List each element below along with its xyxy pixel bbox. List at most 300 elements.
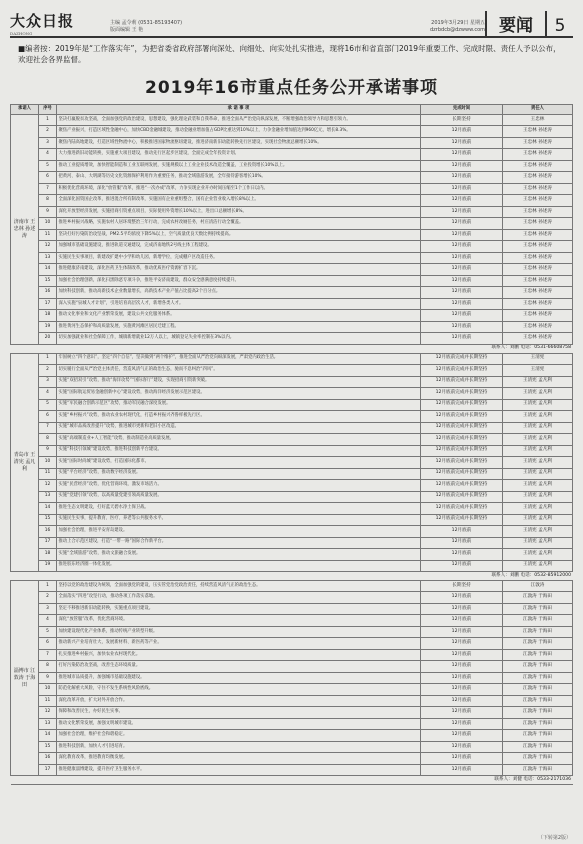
table-row xyxy=(11,310,573,322)
owner-cell: 江敦涛 于海田 xyxy=(503,718,573,730)
committer-cell: 淄博市 江敦涛 于海田 xyxy=(11,580,39,776)
content-cell: 加快建设现代化产业体系，推动传统产业转型升级。 xyxy=(57,626,421,638)
table-row xyxy=(11,172,573,184)
time-cell: 12月底前 xyxy=(421,638,503,650)
time-cell: 12月底前 xyxy=(421,649,503,661)
content-cell: 牢固树立“四个意识”，坚定“四个自信”，坚决做到“两个维护”，推进全面从严治党向纵深发展，严肃党内政治生活。 xyxy=(57,353,421,365)
contact-info: 联系人：刘健 电话：0533-2171036 xyxy=(11,776,573,785)
table-row xyxy=(11,468,573,480)
table-row xyxy=(11,399,573,411)
time-cell: 12月底前 xyxy=(421,707,503,719)
owner-cell: 王清宪 xyxy=(503,365,573,377)
row-number-cell: 4 xyxy=(39,615,57,627)
time-cell: 长期坚持 xyxy=(421,114,503,126)
owner-cell: 王忠林 孙述涛 xyxy=(503,275,573,287)
row-number-cell: 11 xyxy=(39,468,57,480)
table-row xyxy=(11,503,573,515)
logo-subtext: DAZHONG xyxy=(10,31,33,36)
row-number-cell: 16 xyxy=(39,753,57,765)
owner-cell: 王清宪 孟凡利 xyxy=(503,503,573,515)
content-cell: 实施“平台经济”攻势，推动数字经济发展。 xyxy=(57,468,421,480)
row-number-cell: 13 xyxy=(39,252,57,264)
time-cell: 12月底前 xyxy=(421,149,503,161)
content-cell: 打好污染防治攻坚战，改善生态环境质量。 xyxy=(57,661,421,673)
time-cell: 12月底前 xyxy=(421,195,503,207)
content-cell: 坚决打好污染防治攻坚战，PM2.5平均浓度下降5%以上，空气质量优良天数比例持续提高。 xyxy=(57,229,421,241)
content-cell: 深化教育改革，推进教育均衡发展。 xyxy=(57,753,421,765)
content-cell: 防范化解重大风险，守住不发生系统性风险底线。 xyxy=(57,684,421,696)
row-number-cell: 2 xyxy=(39,126,57,138)
page-number: 5 xyxy=(554,16,566,36)
owner-cell: 王忠林 孙述涛 xyxy=(503,333,573,345)
owner-cell: 王忠林 孙述涛 xyxy=(503,310,573,322)
table-row xyxy=(11,764,573,776)
content-cell: 切实加强就业和社会保障工作，城镇新增就业12万人以上，城镇登记失业率控制在3%以内。 xyxy=(57,333,421,345)
time-cell: 12月底前完成并长期坚持 xyxy=(421,468,503,480)
row-number-cell: 5 xyxy=(39,160,57,172)
content-cell: 推进健康淄博建设，提升医疗卫生服务水平。 xyxy=(57,764,421,776)
row-number-cell: 14 xyxy=(39,730,57,742)
content-cell: 实施民生实事，提升教育、医疗、养老等公共服务水平。 xyxy=(57,514,421,526)
table-row xyxy=(11,514,573,526)
content-cell: 实施“乡村振兴”攻势，推动农业农村现代化，打造乡村振兴齐鲁样板先行区。 xyxy=(57,411,421,423)
time-cell: 12月底前 xyxy=(421,298,503,310)
row-number-cell: 16 xyxy=(39,287,57,299)
table-row xyxy=(11,241,573,253)
table-row xyxy=(11,434,573,446)
content-cell: 推进科技创新，加快人才引进培育。 xyxy=(57,741,421,753)
table-row xyxy=(11,730,573,742)
editor-info: 主编 孟令莉 (0531-85193407) xyxy=(110,20,183,26)
table-row xyxy=(11,376,573,388)
header-number: 序号 xyxy=(39,105,57,115)
row-number-cell: 4 xyxy=(39,149,57,161)
time-cell: 12月底前完成并长期坚持 xyxy=(421,514,503,526)
table-row xyxy=(11,264,573,276)
table-row xyxy=(11,333,573,345)
content-cell: 加强社会治理创新，深化扫黑除恶专项斗争，推进平安济南建设，群众安全感满意度持续提升。 xyxy=(57,275,421,287)
content-cell: 扎实推进乡村振兴，加快农业农村现代化。 xyxy=(57,649,421,661)
time-cell: 12月底前 xyxy=(421,730,503,742)
row-number-cell: 17 xyxy=(39,537,57,549)
owner-cell: 王忠林 孙述涛 xyxy=(503,137,573,149)
row-number-cell: 19 xyxy=(39,560,57,572)
content-cell: 加强社会治理，维护社会和谐稳定。 xyxy=(57,730,421,742)
table-row xyxy=(11,638,573,650)
time-cell: 12月底前 xyxy=(421,537,503,549)
masthead xyxy=(10,6,573,38)
time-cell: 12月底前 xyxy=(421,526,503,538)
time-cell: 12月底前 xyxy=(421,241,503,253)
row-number-cell: 3 xyxy=(39,603,57,615)
content-cell: 推进城市品质提升，加强城市基础设施建设。 xyxy=(57,672,421,684)
row-number-cell: 1 xyxy=(39,353,57,365)
content-cell: 实施“国际时尚城”建设攻势，打造国际化都市。 xyxy=(57,457,421,469)
row-number-cell: 2 xyxy=(39,592,57,604)
table-row xyxy=(11,537,573,549)
time-cell: 12月底前完成并长期坚持 xyxy=(421,399,503,411)
content-cell: 实施“城市品质改善提升”攻势，推进城市更新和老旧小区改造。 xyxy=(57,422,421,434)
content-cell: 聚焦产业振兴，打造区域性金融中心，加快CBD金融城建设，推动金融业增加值占GDP比重达到10%以上，力争金融业增加值达到960亿元，增长8.3%。 xyxy=(57,126,421,138)
time-cell: 12月底前 xyxy=(421,718,503,730)
time-cell: 12月底前 xyxy=(421,183,503,195)
header-owner: 责任人 xyxy=(503,105,573,115)
time-cell: 12月底前完成并长期坚持 xyxy=(421,411,503,423)
row-number-cell: 6 xyxy=(39,638,57,650)
time-cell: 12月底前 xyxy=(421,753,503,765)
owner-cell: 王清宪 孟凡利 xyxy=(503,457,573,469)
owner-cell: 江敦涛 于海田 xyxy=(503,615,573,627)
owner-cell: 王清宪 孟凡利 xyxy=(503,468,573,480)
owner-cell: 江敦涛 xyxy=(503,580,573,592)
time-cell: 12月底前 xyxy=(421,333,503,345)
editor-note: ■编者按：2019年是“工作落实年”，为把省委省政府部署向深处、向细处、向实处扎实推进，现将16市和省直部门2019年重要工作、完成时限、责任人予以公布，欢迎社会各界监督。 xyxy=(18,44,561,64)
table-row xyxy=(11,149,573,161)
time-cell: 12月底前 xyxy=(421,252,503,264)
owner-cell: 王忠林 孙述涛 xyxy=(503,195,573,207)
table-row xyxy=(11,457,573,469)
time-cell: 12月底前 xyxy=(421,172,503,184)
owner-cell: 王忠林 孙述涛 xyxy=(503,264,573,276)
owner-cell: 王忠林 xyxy=(503,114,573,126)
row-number-cell: 13 xyxy=(39,491,57,503)
content-cell: 实施“军民融合创新示范区”攻势，推动军民融合深度发展。 xyxy=(57,399,421,411)
row-number-cell: 19 xyxy=(39,321,57,333)
content-cell: 实施民生实事项目，新建改扩建中小学和幼儿园，新增学位，完成棚户区改造任务。 xyxy=(57,252,421,264)
content-cell: 加快科技创新，推动高新技术企业数量增长，高新技术产业产值占比提高2个百分点。 xyxy=(57,287,421,299)
owner-cell: 王清宪 孟凡利 xyxy=(503,411,573,423)
table-row xyxy=(11,626,573,638)
time-cell: 12月底前 xyxy=(421,615,503,627)
owner-cell: 江敦涛 于海田 xyxy=(503,649,573,661)
row-number-cell: 16 xyxy=(39,526,57,538)
content-cell: 大力推进新旧动能转换，实施重大项目建设，推动先行区起步区建设，全面完成全年投资计划。 xyxy=(57,149,421,161)
table-row xyxy=(11,126,573,138)
content-cell: 推动工业提质增效，加快智能制造和工业互联网发展，实施规模以上工业企业技术改造全覆盖，工业投资增长10%以上。 xyxy=(57,160,421,172)
table-row xyxy=(11,137,573,149)
row-number-cell: 13 xyxy=(39,718,57,730)
owner-cell: 王忠林 孙述涛 xyxy=(503,229,573,241)
table-row xyxy=(11,560,573,572)
owner-cell: 江敦涛 于海田 xyxy=(503,684,573,696)
table-row xyxy=(11,218,573,230)
row-number-cell: 14 xyxy=(39,264,57,276)
table-row xyxy=(11,672,573,684)
owner-cell: 王清宪 孟凡利 xyxy=(503,399,573,411)
owner-cell: 江敦涛 于海田 xyxy=(503,672,573,684)
table-row xyxy=(11,445,573,457)
time-cell: 长期坚持 xyxy=(421,580,503,592)
page-title: 2019年16市重点任务公开承诺事项 xyxy=(145,78,438,98)
owner-cell: 江敦涛 于海田 xyxy=(503,741,573,753)
owner-cell: 江敦涛 于海田 xyxy=(503,695,573,707)
owner-cell: 王清宪 孟凡利 xyxy=(503,480,573,492)
table-row xyxy=(11,160,573,172)
row-number-cell: 3 xyxy=(39,376,57,388)
contact-email: dzrbdcb@dzwww.com xyxy=(430,27,485,33)
table-row xyxy=(11,411,573,423)
time-cell: 12月底前 xyxy=(421,206,503,218)
table-row xyxy=(11,206,573,218)
content-cell: 聚焦内陆高地建设，打造区域性物流中心，积极推进国家物流枢纽建设，推进济南新旧动能转换先行区建设，实现社会物流总额增长10%。 xyxy=(57,137,421,149)
row-number-cell: 15 xyxy=(39,275,57,287)
content-cell: 实施“科技引领城”建设攻势，推进科技创新平台建设。 xyxy=(57,445,421,457)
owner-cell: 江敦涛 于海田 xyxy=(503,603,573,615)
committer-cell: 济南市 王忠林 孙述涛 xyxy=(11,114,39,344)
row-number-cell: 15 xyxy=(39,514,57,526)
table-header-row xyxy=(11,105,573,115)
row-number-cell: 5 xyxy=(39,626,57,638)
time-cell: 12月底前 xyxy=(421,287,503,299)
row-number-cell: 9 xyxy=(39,672,57,684)
time-cell: 12月底前 xyxy=(421,229,503,241)
row-number-cell: 8 xyxy=(39,195,57,207)
owner-cell: 王忠林 孙述涛 xyxy=(503,183,573,195)
table-row xyxy=(11,741,573,753)
owner-cell: 王忠林 孙述涛 xyxy=(503,149,573,161)
content-cell: 推动文化繁荣发展，加强文明城市建设。 xyxy=(57,718,421,730)
table-row xyxy=(11,592,573,604)
table-row xyxy=(11,526,573,538)
table-row xyxy=(11,353,573,365)
owner-cell: 江敦涛 于海田 xyxy=(503,764,573,776)
time-cell: 12月底前 xyxy=(421,560,503,572)
content-cell: 加强城市基础设施建设，推进轨道交通建设，完成济南地铁2号线主体工程建设。 xyxy=(57,241,421,253)
row-number-cell: 12 xyxy=(39,707,57,719)
content-cell: 推进胶东经济圈一体化发展。 xyxy=(57,560,421,572)
contact-row xyxy=(11,344,573,353)
content-cell: 加强社会治理，推进平安青岛建设。 xyxy=(57,526,421,538)
content-cell: 深化开放型经济发展，实施招商引资重点项目，实际使用外资增长10%以上，进出口总额增长8%。 xyxy=(57,206,421,218)
table-row xyxy=(11,649,573,661)
table-body xyxy=(11,114,573,784)
owner-cell: 江敦涛 于海田 xyxy=(503,707,573,719)
time-cell: 12月底前 xyxy=(421,626,503,638)
row-number-cell: 8 xyxy=(39,434,57,446)
time-cell: 12月底前 xyxy=(421,137,503,149)
time-cell: 12月底前 xyxy=(421,218,503,230)
time-cell: 12月底前完成并长期坚持 xyxy=(421,422,503,434)
content-cell: 推动文化事业和文化产业繁荣发展，建设公共文化服务体系。 xyxy=(57,310,421,322)
owner-cell: 江敦涛 于海田 xyxy=(503,592,573,604)
content-cell: 推进生态文明建设，打好蓝天碧水净土保卫战。 xyxy=(57,503,421,515)
newspaper-logo xyxy=(10,10,110,36)
table-row xyxy=(11,718,573,730)
time-cell: 12月底前 xyxy=(421,603,503,615)
owner-cell: 王忠林 孙述涛 xyxy=(503,298,573,310)
content-cell: 把黄河、泰山、大明湖等历史文化资源保护利用作为重要任务，推动全域旅游发展，全年接待游客增长10%。 xyxy=(57,172,421,184)
content-cell: 全面深化国资国企改革，推进混合所有制改革，实施国有企业重组整合，国有企业营业收入增长8%以上。 xyxy=(57,195,421,207)
contact-row xyxy=(11,572,573,581)
row-number-cell: 2 xyxy=(39,365,57,377)
table-row xyxy=(11,707,573,719)
time-cell: 12月底前完成并长期坚持 xyxy=(421,445,503,457)
row-number-cell: 20 xyxy=(39,333,57,345)
time-cell: 12月底前 xyxy=(421,549,503,561)
table-row xyxy=(11,695,573,707)
owner-cell: 王清宪 孟凡利 xyxy=(503,388,573,400)
time-cell: 12月底前 xyxy=(421,264,503,276)
time-cell: 12月底前 xyxy=(421,695,503,707)
time-cell: 12月底前 xyxy=(421,672,503,684)
table-row xyxy=(11,298,573,310)
committer-cell: 青岛市 王清宪 孟凡利 xyxy=(11,353,39,572)
content-cell: 积极优化营商环境，深化“放管服”改革，推进“一次办成”改革，力争实现企业开办时间压缩至1个工作日以内。 xyxy=(57,183,421,195)
owner-cell: 王忠林 孙述涛 xyxy=(503,287,573,299)
table-row xyxy=(11,183,573,195)
time-cell: 12月底前完成并长期坚持 xyxy=(421,376,503,388)
commitments-table xyxy=(10,104,573,785)
time-cell: 12月底前 xyxy=(421,764,503,776)
time-cell: 12月底前 xyxy=(421,661,503,673)
contact-info: 联系人：刘鹏 电话：0532-85912000 xyxy=(11,572,573,581)
table-row xyxy=(11,661,573,673)
logo-text: 大众日报 xyxy=(10,12,75,30)
time-cell: 12月底前 xyxy=(421,741,503,753)
content-cell: 推进乡村振兴战略，实施农村人居环境整治三年行动，完成农村改厕任务，村庄清洁行动全覆盖。 xyxy=(57,218,421,230)
row-number-cell: 1 xyxy=(39,580,57,592)
table-row xyxy=(11,422,573,434)
time-cell: 12月底前 xyxy=(421,684,503,696)
table-row xyxy=(11,114,573,126)
owner-cell: 江敦涛 于海田 xyxy=(503,753,573,765)
time-cell: 12月底前 xyxy=(421,321,503,333)
time-cell: 12月底前完成并长期坚持 xyxy=(421,434,503,446)
table-row xyxy=(11,753,573,765)
owner-cell: 王忠林 孙述涛 xyxy=(503,218,573,230)
content-cell: 推动上合示范区建设，打造“一带一路”国际合作新平台。 xyxy=(57,537,421,549)
row-number-cell: 4 xyxy=(39,388,57,400)
owner-cell: 江敦涛 于海田 xyxy=(503,730,573,742)
row-number-cell: 18 xyxy=(39,310,57,322)
owner-cell: 王忠林 孙述涛 xyxy=(503,252,573,264)
row-number-cell: 10 xyxy=(39,457,57,469)
time-cell: 12月底前 xyxy=(421,310,503,322)
table-row xyxy=(11,195,573,207)
owner-cell: 江敦涛 于海田 xyxy=(503,626,573,638)
time-cell: 12月底前 xyxy=(421,126,503,138)
time-cell: 12月底前 xyxy=(421,592,503,604)
content-cell: 深化改革开放，扩大对外开放合作。 xyxy=(57,695,421,707)
owner-cell: 王清宪 孟凡利 xyxy=(503,514,573,526)
row-number-cell: 8 xyxy=(39,661,57,673)
row-number-cell: 10 xyxy=(39,684,57,696)
row-number-cell: 17 xyxy=(39,764,57,776)
row-number-cell: 7 xyxy=(39,183,57,195)
owner-cell: 江敦涛 于海田 xyxy=(503,661,573,673)
section-name: 要闻 xyxy=(485,11,547,36)
owner-cell: 王清宪 孟凡利 xyxy=(503,491,573,503)
header-committer: 承诺人 xyxy=(11,105,39,115)
row-number-cell: 6 xyxy=(39,172,57,184)
table-row xyxy=(11,229,573,241)
content-cell: 推进健康济南建设，深化医药卫生体制改革，推动优质医疗资源扩容下沉。 xyxy=(57,264,421,276)
time-cell: 12月底前完成并长期坚持 xyxy=(421,503,503,515)
content-cell: 推动新兴产业培育壮大，发展新材料、新医药等产业。 xyxy=(57,638,421,650)
issue-date: 2019年3月29日 星期五 xyxy=(431,20,485,26)
row-number-cell: 1 xyxy=(39,114,57,126)
content-cell: 保障和改善民生，办好民生实事。 xyxy=(57,707,421,719)
content-cell: 实施“高端制造业+人工智能”攻势，推动制造业高质量发展。 xyxy=(57,434,421,446)
time-cell: 12月底前完成并长期坚持 xyxy=(421,480,503,492)
owner-cell: 王忠林 孙述涛 xyxy=(503,160,573,172)
row-number-cell: 14 xyxy=(39,503,57,515)
row-number-cell: 7 xyxy=(39,649,57,661)
table-row xyxy=(11,287,573,299)
masthead-info xyxy=(110,20,485,36)
contact-info: 联系人：刘鹏 电话：0531-66608758 xyxy=(11,344,573,353)
table-row xyxy=(11,321,573,333)
owner-cell: 王清宪 孟凡利 xyxy=(503,537,573,549)
row-number-cell: 9 xyxy=(39,206,57,218)
table-row xyxy=(11,252,573,264)
owner-cell: 王清宪 孟凡利 xyxy=(503,560,573,572)
time-cell: 12月底前 xyxy=(421,275,503,287)
table-row xyxy=(11,603,573,615)
row-number-cell: 11 xyxy=(39,229,57,241)
table-row xyxy=(11,480,573,492)
row-number-cell: 11 xyxy=(39,695,57,707)
owner-cell: 王忠林 孙述涛 xyxy=(503,206,573,218)
table-row xyxy=(11,684,573,696)
table-row xyxy=(11,615,573,627)
table-row xyxy=(11,549,573,561)
content-cell: 实施“民营经济”攻势，优化营商环境，激发市场活力。 xyxy=(57,480,421,492)
row-number-cell: 17 xyxy=(39,298,57,310)
owner-cell: 王清宪 孟凡利 xyxy=(503,445,573,457)
row-number-cell: 3 xyxy=(39,137,57,149)
content-cell: 坚决打赢脱贫攻坚战，全面加强党的政治建设、思想建设，强化理论武装和自我革命，推进全面从严治党向纵深发展，不断增强政治领导力和思想引领力。 xyxy=(57,114,421,126)
row-number-cell: 12 xyxy=(39,241,57,253)
row-number-cell: 10 xyxy=(39,218,57,230)
owner-cell: 江敦涛 于海田 xyxy=(503,638,573,650)
table-row xyxy=(11,388,573,400)
owner-cell: 王清宪 xyxy=(503,353,573,365)
owner-cell: 王忠林 孙述涛 xyxy=(503,321,573,333)
table-row xyxy=(11,365,573,377)
row-number-cell: 18 xyxy=(39,549,57,561)
row-number-cell: 7 xyxy=(39,422,57,434)
content-cell: 实施“国际航运贸易金融创新中心”建设攻势，推动海洋经济发展示范区建设。 xyxy=(57,388,421,400)
row-number-cell: 15 xyxy=(39,741,57,753)
row-number-cell: 12 xyxy=(39,480,57,492)
content-cell: 坚持以党的政治建设为统领，全面加强党的建设，压实管党治党政治责任，持续营造风清气正的政治生态。 xyxy=(57,580,421,592)
time-cell: 12月底前完成并长期坚持 xyxy=(421,353,503,365)
header-time: 完成时间 xyxy=(421,105,503,115)
owner-cell: 王清宪 孟凡利 xyxy=(503,434,573,446)
owner-cell: 王清宪 孟凡利 xyxy=(503,422,573,434)
content-cell: 全面落实“四进”攻坚行动，推动各项工作落实落地。 xyxy=(57,592,421,604)
row-number-cell: 9 xyxy=(39,445,57,457)
content-cell: 切实履行全面从严治党主体责任，营造风清气正的政治生态，驰而不息纠治“四风”。 xyxy=(57,365,421,377)
owner-cell: 王清宪 孟凡利 xyxy=(503,549,573,561)
owner-cell: 王清宪 孟凡利 xyxy=(503,526,573,538)
content-cell: 推进黄河生态保护和高质量发展，实施黄河滩区居民迁建工程。 xyxy=(57,321,421,333)
time-cell: 12月底前完成并长期坚持 xyxy=(421,491,503,503)
time-cell: 12月底前完成并长期坚持 xyxy=(421,457,503,469)
row-number-cell: 6 xyxy=(39,411,57,423)
contact-row xyxy=(11,776,573,785)
content-cell: 深化“放管服”改革，优化营商环境。 xyxy=(57,615,421,627)
content-cell: 深入实施“泉城人才计划”，引进培育高层次人才，新增各类人才。 xyxy=(57,298,421,310)
owner-cell: 王忠林 孙述涛 xyxy=(503,241,573,253)
content-cell: 坚定不移推进新旧动能转换，实施重点项目建设。 xyxy=(57,603,421,615)
time-cell: 12月底前 xyxy=(421,160,503,172)
content-cell: 实施“党建引领”攻势，以高质量党建引领高质量发展。 xyxy=(57,491,421,503)
table-row xyxy=(11,275,573,287)
time-cell: 12月底前完成并长期坚持 xyxy=(421,365,503,377)
owner-cell: 王清宪 孟凡利 xyxy=(503,376,573,388)
